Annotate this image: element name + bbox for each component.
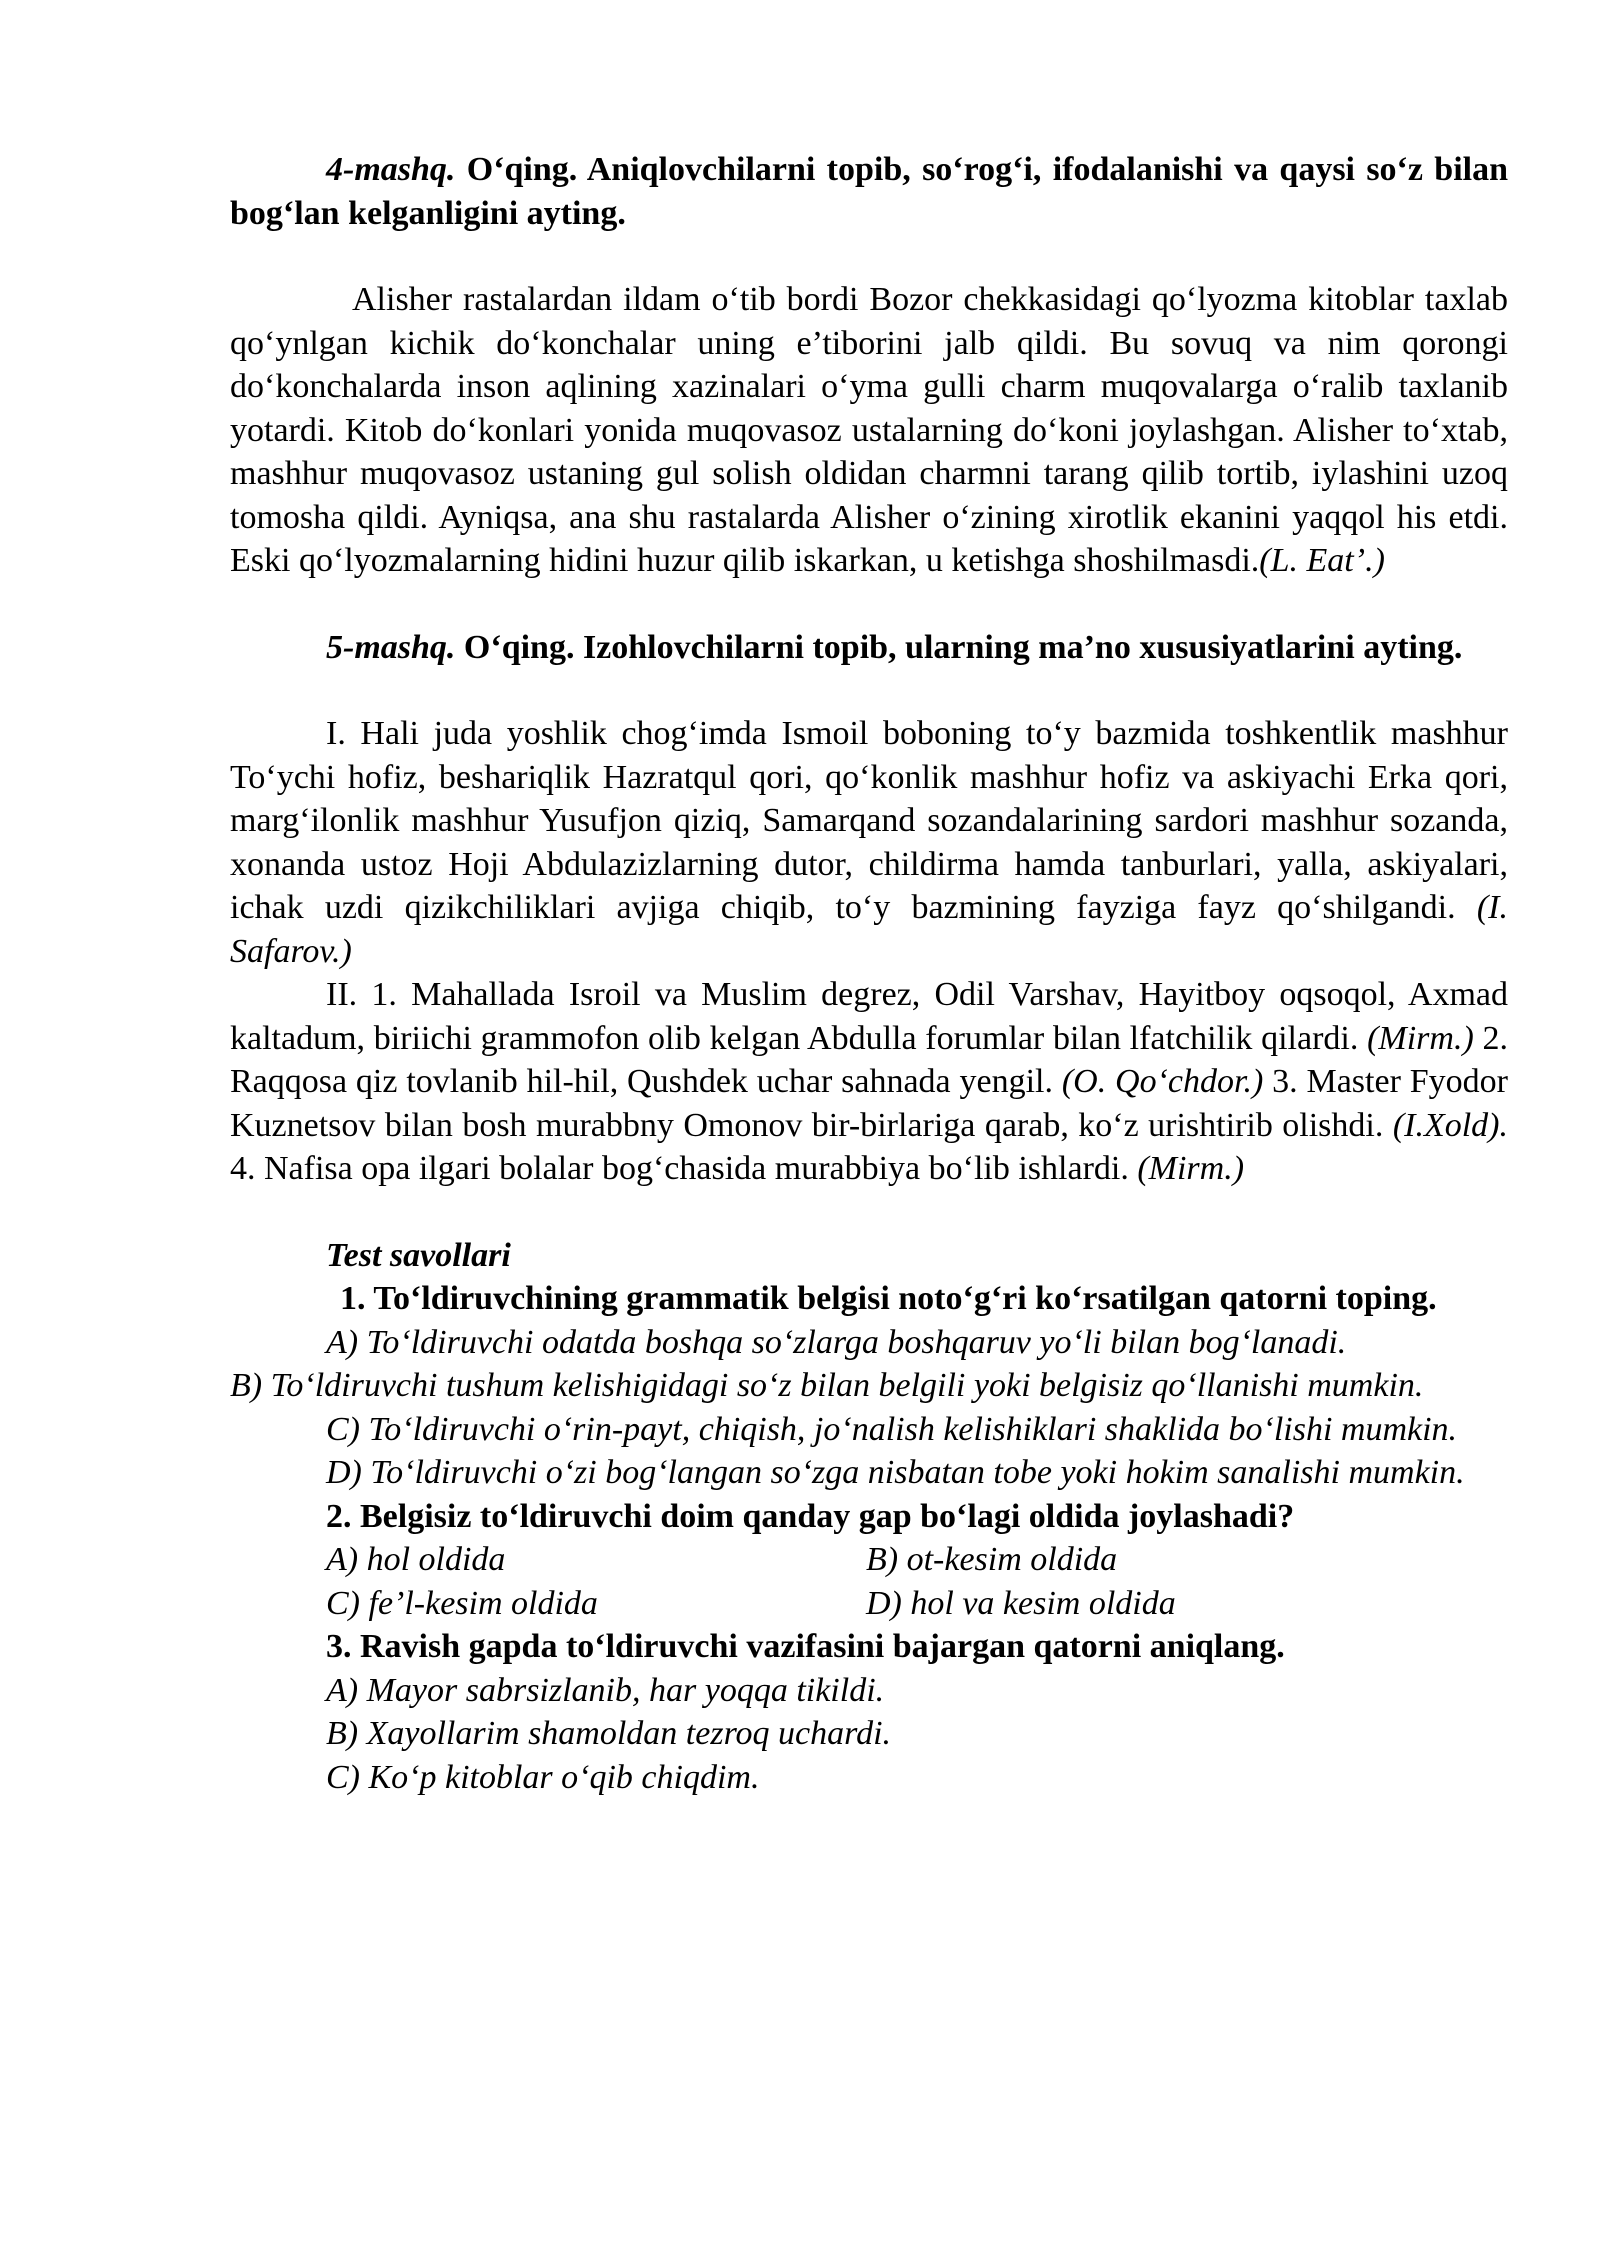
part-2-sentence-1: II. 1. Mahallada Isroil va Muslim degrez, Odil Varshav, Hayitboy oqsoqol, Axmad kaltadum, biriichi grammofon olib kelgan Abdulla forumlar bilan lfatchilik qilardi.: [230, 976, 1508, 1057]
test-title: Test savollari: [326, 1236, 511, 1274]
question-3-option-b: B) Xayollarim shamoldan tezroq uchardi.: [326, 1715, 892, 1752]
question-1-option-c: C) To‘ldiruvchi o‘rin-payt, chiqish, jo‘nalish kelishiklari shaklida bo‘lishi mumkin.: [326, 1410, 1458, 1448]
part-2-source-1: (Mirm.): [1367, 1019, 1474, 1057]
question-3: 3. Ravish gapda to‘ldiruvchi vazifasini bajargan qatorni aniqlang.: [326, 1628, 1285, 1665]
question-1-option-a: A) To‘ldiruvchi odatda boshqa so‘zlarga boshqaruv yo‘li bilan bog‘lanadi.: [326, 1323, 1347, 1361]
part-2-source-3: (I.Xold).: [1392, 1106, 1508, 1144]
exercise-4-source: (L. Eat’.): [1259, 542, 1385, 579]
question-2-option-a: A) hol oldida: [326, 1541, 506, 1578]
part-2-sentence-2: 2. Raqqosa qiz tovlanib hil-hil, Qushdek uchar sahnada yengil.: [230, 1019, 1509, 1100]
exercise-5-part-2: [230, 973, 1508, 1191]
exercise-5-label: 5-mashq.: [326, 628, 456, 666]
question-1-option-b: B) To‘ldiruvchi tushum kelishigidagi so‘z bilan belgili yoki belgisiz qo‘llanishi mumkin.: [230, 1367, 1424, 1404]
exercise-5-task: O‘qing. Izohlovchilarni topib, ularning ma’no xususiyatlarini ayting.: [455, 628, 1463, 666]
question-3-option-a: A) Mayor sabrsizlanib, har yoqqa tikildi.: [326, 1671, 885, 1709]
question-2-option-d: D) hol va kesim oldida: [866, 1584, 1176, 1622]
question-2-options-row-1: [230, 1538, 1508, 1582]
exercise-5-heading: [230, 626, 1508, 670]
exercise-4-task: O‘qing. Aniqlovchilarni topib, so‘rog‘i, ifodalanishi va qaysi so‘z bilan bog‘lan kelganligini ayting.: [230, 151, 1508, 232]
exercise-4-paragraph: [230, 278, 1508, 583]
question-1: 1. To‘ldiruvchining grammatik belgisi noto‘g‘ri ko‘rsatilgan qatorni toping.: [340, 1280, 1437, 1317]
question-2-options-row-2: [230, 1582, 1508, 1626]
part-2-source-2: (O. Qo‘chdor.): [1061, 1063, 1264, 1100]
part-1-text: I. Hali juda yoshlik chog‘imda Ismoil boboning to‘y bazmida toshkentlik mashhur To‘ychi hofiz, beshariqlik Hazratqul qori, qo‘konlik mashhur hofiz va askiyachi Erka qori, marg‘ilonlik mashhur Yusufjon qiziq, Samarqand sozandalarining sardori mashhur sozanda, xonanda ustoz Hoji Abdulazizlarning dutor, childirma hamda tanburlari, yalla, askiyalari, ichak uzdi qizikchiliklari avjiga chiqib, to‘y bazmining fayziga fayz qo‘shilgandi.: [230, 715, 1508, 926]
exercise-4-label: 4-mashq.: [326, 151, 456, 188]
question-2-option-b: B) ot-kesim oldida: [866, 1541, 1118, 1578]
question-3-option-c: C) Ko‘p kitoblar o‘qib chiqdim.: [326, 1758, 760, 1796]
part-2-sentence-3: 3. Master Fyodor Kuznetsov bilan bosh murabbny Omonov bir-birlariga qarab, ko‘z urishtirib olishdi.: [230, 1063, 1508, 1144]
question-2-option-c: C) fe’l-kesim oldida: [326, 1584, 598, 1622]
question-2: 2. Belgisiz to‘ldiruvchi doim qanday gap bo‘lagi oldida joylashadi?: [326, 1497, 1295, 1535]
part-1-source: (I. Safarov.): [230, 889, 1508, 970]
exercise-4-heading: [230, 148, 1508, 235]
part-2-source-4: (Mirm.): [1137, 1150, 1245, 1187]
question-1-option-d: D) To‘ldiruvchi o‘zi bog‘langan so‘zga nisbatan tobe yoki hokim sanalishi mumkin.: [326, 1454, 1465, 1491]
exercise-5-part-1: [230, 712, 1508, 973]
part-2-sentence-4: 4. Nafisa opa ilgari bolalar bog‘chasida murabbiya bo‘lib ishlardi.: [230, 1150, 1138, 1187]
exercise-4-text: Alisher rastalardan ildam o‘tib bordi Bozor chekkasidagi qo‘lyozma kitoblar taxlab qo‘ynlgan kichik do‘konchalar uning e’tiborini jalb qildi. Bu sovuq va nim qorongi do‘konchalarda inson aqlining xazinalari o‘yma gulli charm muqovalarga o‘ralib taxlanib yotardi. Kitob do‘konlari yonida muqovasoz ustalarning do‘koni joylashgan. Alisher to‘xtab, mashhur muqovasoz ustaning gul solish oldidan charmni tarang qilib tortib, iylashini uzoq tomosha qildi. Ayniqsa, ana shu rastalarda Alisher o‘zining xirotlik ekanini yaqqol his etdi. Eski qo‘lyozmalarning hidini huzur qilib iskarkan, u ketishga shoshilmasdi.: [230, 281, 1508, 579]
